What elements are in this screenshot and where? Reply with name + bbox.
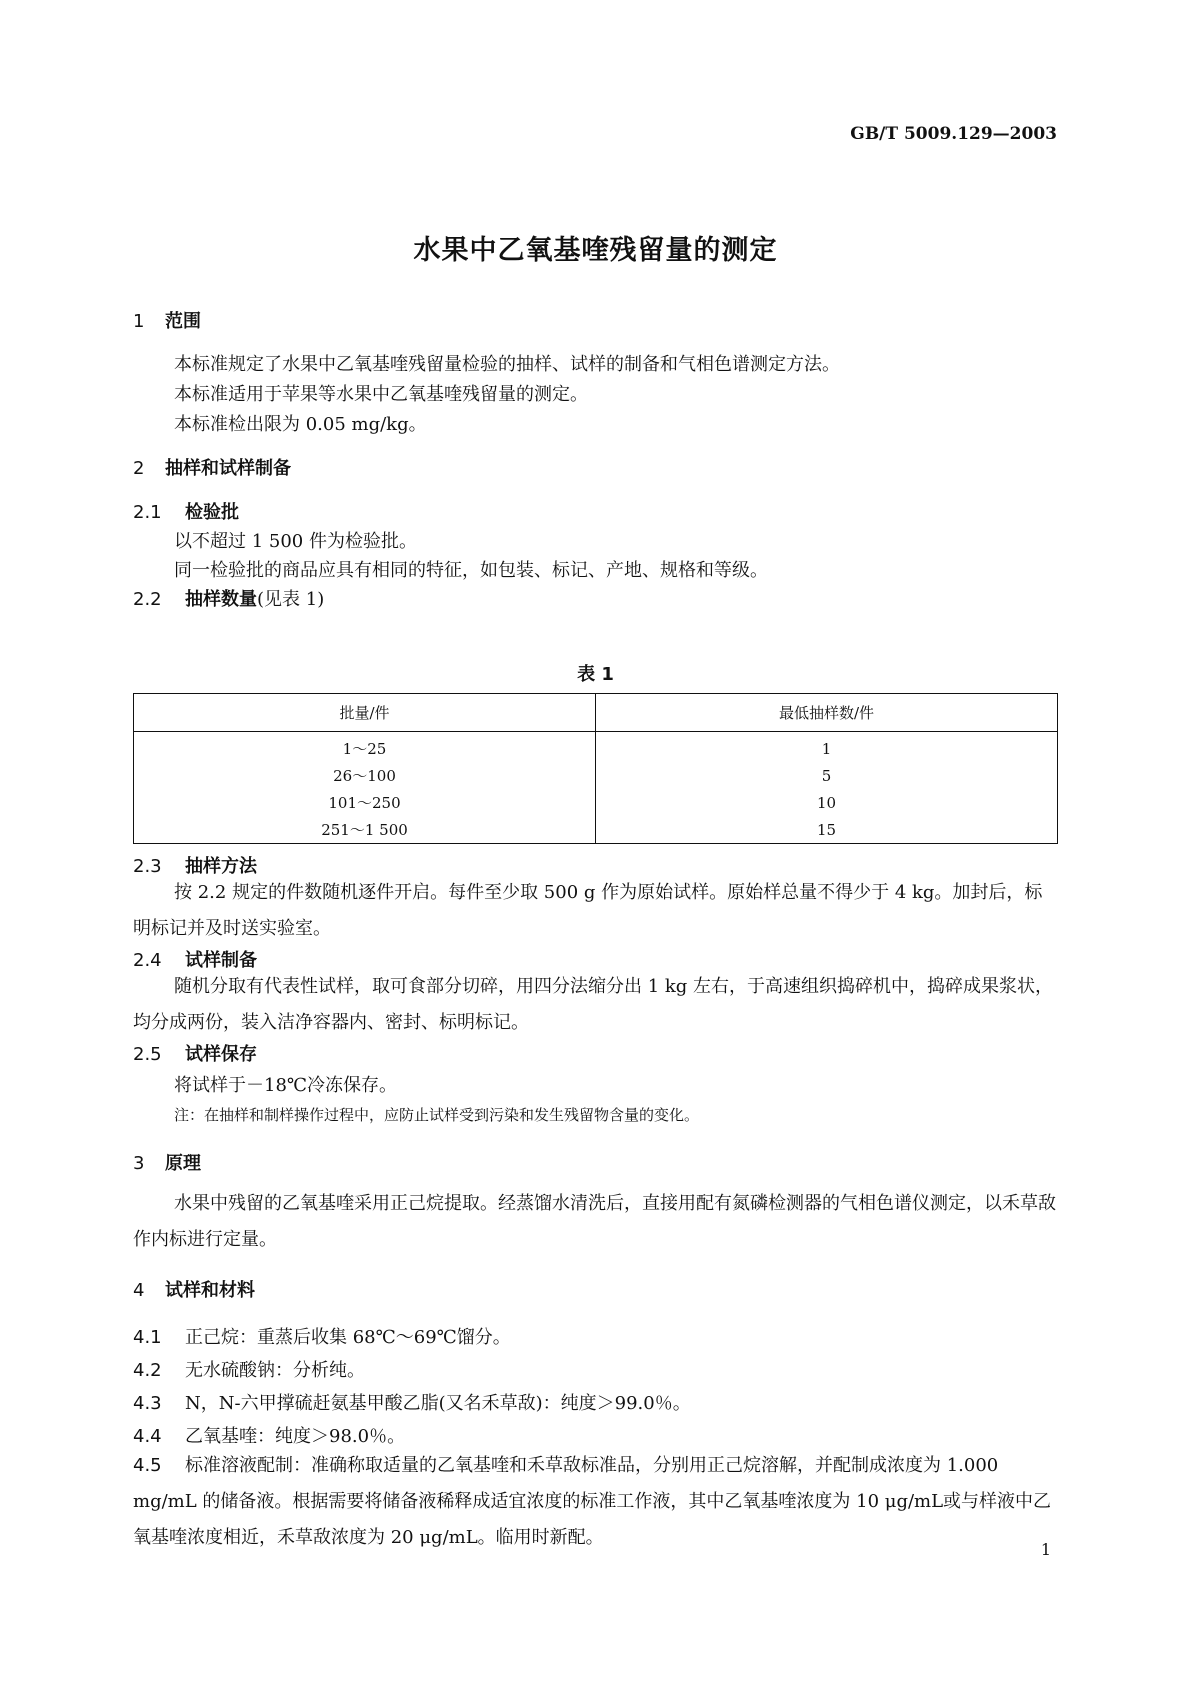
section-number: 4 [133,1280,145,1301]
table-row [134,762,1058,789]
paragraph: 同一检验批的商品应具有相同的特征，如包装、标记、产地、规格和等级。 [174,560,768,581]
note: 注：在抽样和制样操作过程中，应防止试样受到污染和发生残留物含量的变化。 [174,1106,700,1124]
standard-number: GB/T 5009.129—2003 [850,124,1057,144]
section-number: 1 [133,311,145,332]
table-row [134,816,1058,844]
item-number: 4.5 [133,1455,162,1476]
section-number: 2.5 [133,1044,162,1065]
table-cell: 5 [821,766,832,785]
section-title: 抽样和试样制备 [165,458,291,479]
paragraph: 本标准检出限为 0.05 mg/kg。 [174,414,427,435]
item-4-2 [133,1356,365,1382]
section-2-5-heading [133,1040,257,1066]
paragraph: 本标准适用于苹果等水果中乙氧基喹残留量的测定。 [174,384,588,405]
item-text: 乙氧基喹：纯度＞98.0％。 [185,1426,406,1447]
item-number: 4.1 [133,1327,162,1348]
section-title: 抽样方法 [185,856,257,877]
table-cell: 1～25 [134,732,596,763]
section-title: 检验批 [185,502,239,523]
section-title: 试样制备 [185,950,257,971]
paragraph: 以不超过 1 500 件为检验批。 [174,531,417,552]
section-title: 试样和材料 [165,1280,255,1301]
item-text: 正己烷：重蒸后收集 68℃～69℃馏分。 [185,1327,511,1348]
item-4-1 [133,1323,511,1349]
item-4-3 [133,1389,691,1415]
table-row [134,732,1058,763]
item-text: 标准溶液配制：准确称取适量的乙氧基喹和禾草敌标准品，分别用正己烷溶解，并配制成浓度为 1.000 mg/mL 的储备液。根据需要将储备液稀释成适宜浓度的标准工作液，其中乙氧基喹浓度为 10 μg/mL或与样液中乙氧基喹浓度相近，禾草敌浓度为 20 μg/mL。临用时新配。 [133,1455,1052,1548]
paragraph: 随机分取有代表性试样，取可食部分切碎，用四分法缩分出 1 kg 左右，于高速组织捣碎机中，捣碎成果浆状，均分成两份，装入洁净容器内、密封、标明标记。 [133,976,1054,1033]
section-title: 试样保存 [185,1044,257,1065]
item-text: N，N-六甲撑硫赶氨基甲酸乙脂(又名禾草敌)：纯度＞99.0％。 [185,1393,691,1414]
item-4-5 [133,1448,1058,1556]
section-title: 范围 [165,311,201,332]
section-2-1-heading [133,498,239,524]
section-number: 2 [133,458,145,479]
item-4-4 [133,1422,405,1448]
table-caption: 表 1 [577,664,614,685]
table-cell: 101～250 [134,789,596,816]
section-number: 2.2 [133,589,162,610]
table-cell: 251～1 500 [134,816,596,844]
paragraph: 水果中残留的乙氧基喹采用正己烷提取。经蒸馏水清洗后，直接用配有氮磷检测器的气相色谱仪测定，以禾草敌作内标进行定量。 [133,1193,1056,1250]
section-1-heading [133,307,201,333]
sampling-table [133,693,1058,844]
table-cell: 26～100 [134,762,596,789]
section-number: 3 [133,1153,145,1174]
table-cell: 15 [816,820,837,839]
page-number: 1 [1040,1540,1051,1559]
item-text: 无水硫酸钠：分析纯。 [185,1360,365,1381]
paragraph: 将试样于－18℃冷冻保存。 [174,1075,398,1096]
section-number: 2.1 [133,502,162,523]
section-3-heading [133,1149,201,1175]
section-title: 抽样数量 [185,589,257,610]
section-2-heading [133,454,291,480]
section-2-2-heading [133,585,324,611]
table-row [134,789,1058,816]
section-4-heading [133,1276,255,1302]
section-title-suffix: (见表 1) [257,589,325,610]
item-number: 4.2 [133,1360,162,1381]
section-title: 原理 [165,1153,201,1174]
section-number: 2.4 [133,950,162,971]
table-cell: 10 [816,793,837,812]
table-cell: 1 [821,739,832,758]
document-title: 水果中乙氧基喹残留量的测定 [413,235,778,266]
column-header: 最低抽样数/件 [596,694,1058,732]
item-number: 4.3 [133,1393,162,1414]
section-number: 2.3 [133,856,162,877]
paragraph: 按 2.2 规定的件数随机逐件开启。每件至少取 500 g 作为原始试样。原始样总量不得少于 4 kg。加封后，标明标记并及时送实验室。 [133,882,1043,939]
paragraph: 本标准规定了水果中乙氧基喹残留量检验的抽样、试样的制备和气相色谱测定方法。 [174,354,840,375]
table-header-row [134,694,1058,732]
column-header: 批量/件 [134,694,596,732]
item-number: 4.4 [133,1426,162,1447]
